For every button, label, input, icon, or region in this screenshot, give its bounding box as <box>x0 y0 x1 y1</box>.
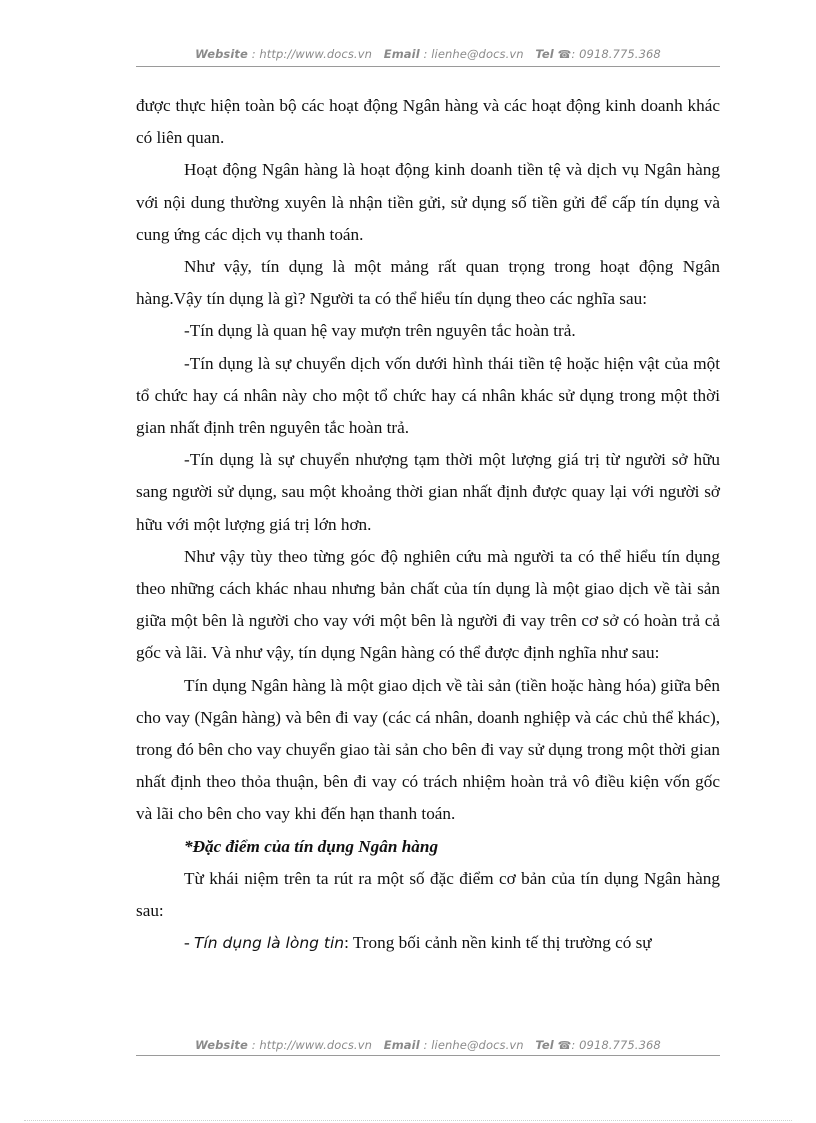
phone-icon: ☎ <box>557 48 572 61</box>
bullet-dash: - <box>184 933 195 953</box>
page-edge-divider <box>24 1120 792 1121</box>
paragraph-4: Như vậy tùy theo từng góc độ nghiên cứu mà người ta có thể hiểu tín dụng theo những cách khác nhau nhưng bản chất của tín dụng là một giao dịch về tài sản giữa một bên là người cho vay với một bên là người đi vay trên cơ sở có hoàn trả cả gốc và lãi. Và như vậy, tín dụng Ngân hàng có thể được định nghĩa như sau: <box>136 546 720 663</box>
footer-email-label: Email <box>383 1038 420 1052</box>
paragraph-7 <box>136 927 720 959</box>
header-email-address[interactable]: : lienhe@docs.vn <box>423 47 524 61</box>
footer-tel-number: : 0918.775.368 <box>571 1038 661 1052</box>
definition-item-2: -Tín dụng là sự chuyển dịch vốn dưới hình thái tiền tệ hoặc hiện vật của một tổ chức hay cá nhân này cho một tổ chức hay cá nhân khác sử dụng trong một thời gian nhất định trên nguyên tắc hoàn trả. <box>136 353 720 438</box>
document-body <box>136 90 720 959</box>
footer-tel-label: Tel <box>535 1038 554 1052</box>
paragraph-1: được thực hiện toàn bộ các hoạt động Ngân hàng và các hoạt động kinh doanh khác có liên quan. <box>136 96 720 148</box>
paragraph-7-text: : Trong bối cảnh nền kinh tế thị trường có sự <box>344 933 652 953</box>
footer-website-label: Website <box>195 1038 248 1052</box>
footer-website-url[interactable]: : http://www.docs.vn <box>251 1038 372 1052</box>
header-tel-number: : 0918.775.368 <box>571 47 661 61</box>
paragraph-3: Như vậy, tín dụng là một mảng rất quan trọng trong hoạt động Ngân hàng.Vậy tín dụng là gì? Người ta có thể hiểu tín dụng theo các nghĩa sau: <box>136 257 720 309</box>
header-tel-label: Tel <box>535 47 554 61</box>
definition-item-1: -Tín dụng là quan hệ vay mượn trên nguyên tắc hoàn trả. <box>184 321 576 341</box>
header-website-url[interactable]: : http://www.docs.vn <box>251 47 372 61</box>
page-footer <box>136 1038 720 1052</box>
header-email-label: Email <box>383 47 420 61</box>
header-divider <box>136 66 720 67</box>
paragraph-6: Từ khái niệm trên ta rút ra một số đặc điểm cơ bản của tín dụng Ngân hàng sau: <box>136 868 720 921</box>
paragraph-2: Hoạt động Ngân hàng là hoạt động kinh doanh tiền tệ và dịch vụ Ngân hàng với nội dung thường xuyên là nhận tiền gửi, sử dụng số tiền gửi để cấp tín dụng và cung ứng các dịch vụ thanh toán. <box>136 160 720 244</box>
page-header <box>136 47 720 61</box>
header-website-label: Website <box>195 47 248 61</box>
section-heading: *Đặc điểm của tín dụng Ngân hàng <box>184 836 439 856</box>
footer-divider <box>136 1055 720 1056</box>
phone-icon: ☎ <box>557 1039 572 1052</box>
lead-term: Tín dụng là lòng tin <box>194 934 345 953</box>
paragraph-5: Tín dụng Ngân hàng là một giao dịch về tài sản (tiền hoặc hàng hóa) giữa bên cho vay (Ngân hàng) và bên đi vay (các cá nhân, doanh nghiệp và các chủ thể khác), trong đó bên cho vay chuyển giao tài sản cho bên đi vay sử dụng trong một thời gian nhất định theo thỏa thuận, bên đi vay có trách nhiệm hoàn trả vô điều kiện vốn gốc và lãi cho bên cho vay khi đến hạn thanh toán. <box>136 675 720 824</box>
footer-email-address[interactable]: : lienhe@docs.vn <box>423 1038 524 1052</box>
definition-item-3: -Tín dụng là sự chuyển nhượng tạm thời một lượng giá trị từ người sở hữu sang người sử dụng, sau một khoảng thời gian nhất định được quay lại với người sở hữu với một lượng giá trị lớn hơn. <box>136 450 720 534</box>
